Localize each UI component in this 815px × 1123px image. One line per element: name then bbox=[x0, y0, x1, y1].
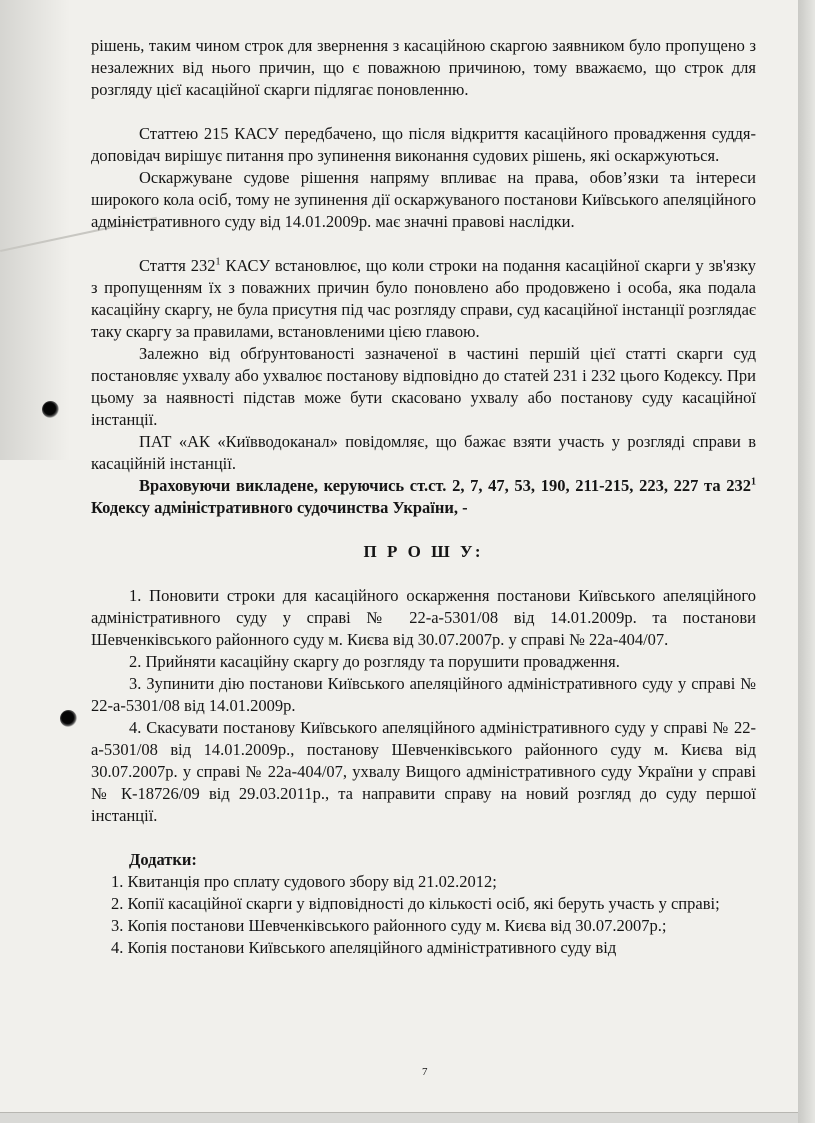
superscript: 1 bbox=[215, 256, 221, 268]
punch-hole bbox=[42, 401, 59, 418]
paragraph: рішень, таким чином строк для звернення з касаційною скаргою заявником було пропущено з незалежних від нього причин, що є поважною причиною, тому вважаємо, що строк для розгляду цієї касаційної скарги підлягає поновленню. bbox=[91, 36, 756, 99]
paragraph-bold bbox=[91, 475, 756, 519]
document-body bbox=[91, 35, 756, 959]
request-item: 4. Скасувати постанову Київського апеляційного адміністративного суду у справі № 22-а-5301/08 від 14.01.2009р., постанову Шевченківського районного суду м. Києва від 30.07.2007р. у справі № 22а-404/07, ухвалу Вищого адміністративного суду України у справі № К-18726/09 від 29.03.2011р., та направити справу на новий розгляд до суду першої інстанції. bbox=[91, 718, 756, 825]
text-run: Враховуючи викладене, керуючись ст.ст. 2, 7, 47, 53, 190, 211-215, 223, 227 та 232 bbox=[139, 476, 751, 495]
page-number: 7 bbox=[422, 1066, 428, 1078]
text-run: Кодексу адміністративного судочинства України, - bbox=[91, 498, 468, 517]
attachment-item: 2. Копії касаційної скарги у відповідності до кількості осіб, які беруть участь у справі; bbox=[111, 894, 720, 913]
scan-border bbox=[798, 0, 815, 1123]
text-run: Стаття 232 bbox=[139, 256, 216, 275]
paragraph: Залежно від обґрунтованості зазначеної в частині першій цієї статті скарги суд постановляє ухвалу або ухвалює постанову відповідно до статей 231 і 232 цього Кодексу. При цьому за наявності підстав може бути скасовано ухвалу або постанову суду касаційної інстанції. bbox=[91, 344, 756, 429]
request-item: 3. Зупинити дію постанови Київського апеляційного адміністративного суду у справі № 22-а-5301/08 від 14.01.2009р. bbox=[91, 674, 756, 715]
attachment-item: 3. Копія постанови Шевченківського районного суду м. Києва від 30.07.2007р.; bbox=[111, 916, 667, 935]
paragraph: Оскаржуване судове рішення напряму впливає на права, обов’язки та інтереси широкого кола осіб, тому не зупинення дії оскаржуваного постанови Київського апеляційного адміністративного суду від 14.01.2009р. має значні правові наслідки. bbox=[91, 168, 756, 231]
paragraph: Статтею 215 КАСУ передбачено, що після відкриття касаційного провадження суддя-доповідач вирішує питання про зупинення виконання судових рішень, які оскаржуються. bbox=[91, 124, 756, 165]
page-fold-shadow bbox=[0, 0, 70, 460]
request-item: 1. Поновити строки для касаційного оскарження постанови Київського апеляційного адміністративного суду у справі № 22-а-5301/08 від 14.01.2009р. та постанови Шевченківського районного суду м. Києва від 30.07.2007р. у справі № 22а-404/07. bbox=[91, 586, 756, 649]
superscript: 1 bbox=[751, 476, 756, 488]
punch-hole bbox=[60, 710, 77, 727]
request-item: 2. Прийняти касаційну скаргу до розгляду та порушити провадження. bbox=[129, 652, 620, 671]
attachment-item: 4. Копія постанови Київського апеляційного адміністративного суду від bbox=[111, 938, 617, 957]
paragraph bbox=[91, 255, 756, 343]
text-run: КАСУ встановлює, що коли строки на подання касаційної скарги у зв'язку з пропущенням їх з поважних причин було поновлено або продовжено і особа, яка подала касаційну скаргу, не була присутня під час розгляду справи, суд касаційної інстанції розглядає таку скаргу за правилами, встановленими цією главою. bbox=[91, 256, 757, 341]
attachments-title: Додатки: bbox=[129, 850, 197, 869]
request-heading: П Р О Ш У: bbox=[363, 542, 484, 561]
attachment-item: 1. Квитанція про сплату судового збору від 21.02.2012; bbox=[111, 872, 497, 891]
paragraph: ПАТ «АК «Київводоканал» повідомляє, що бажає взяти участь у розгляді справи в касаційній інстанції. bbox=[91, 432, 756, 473]
